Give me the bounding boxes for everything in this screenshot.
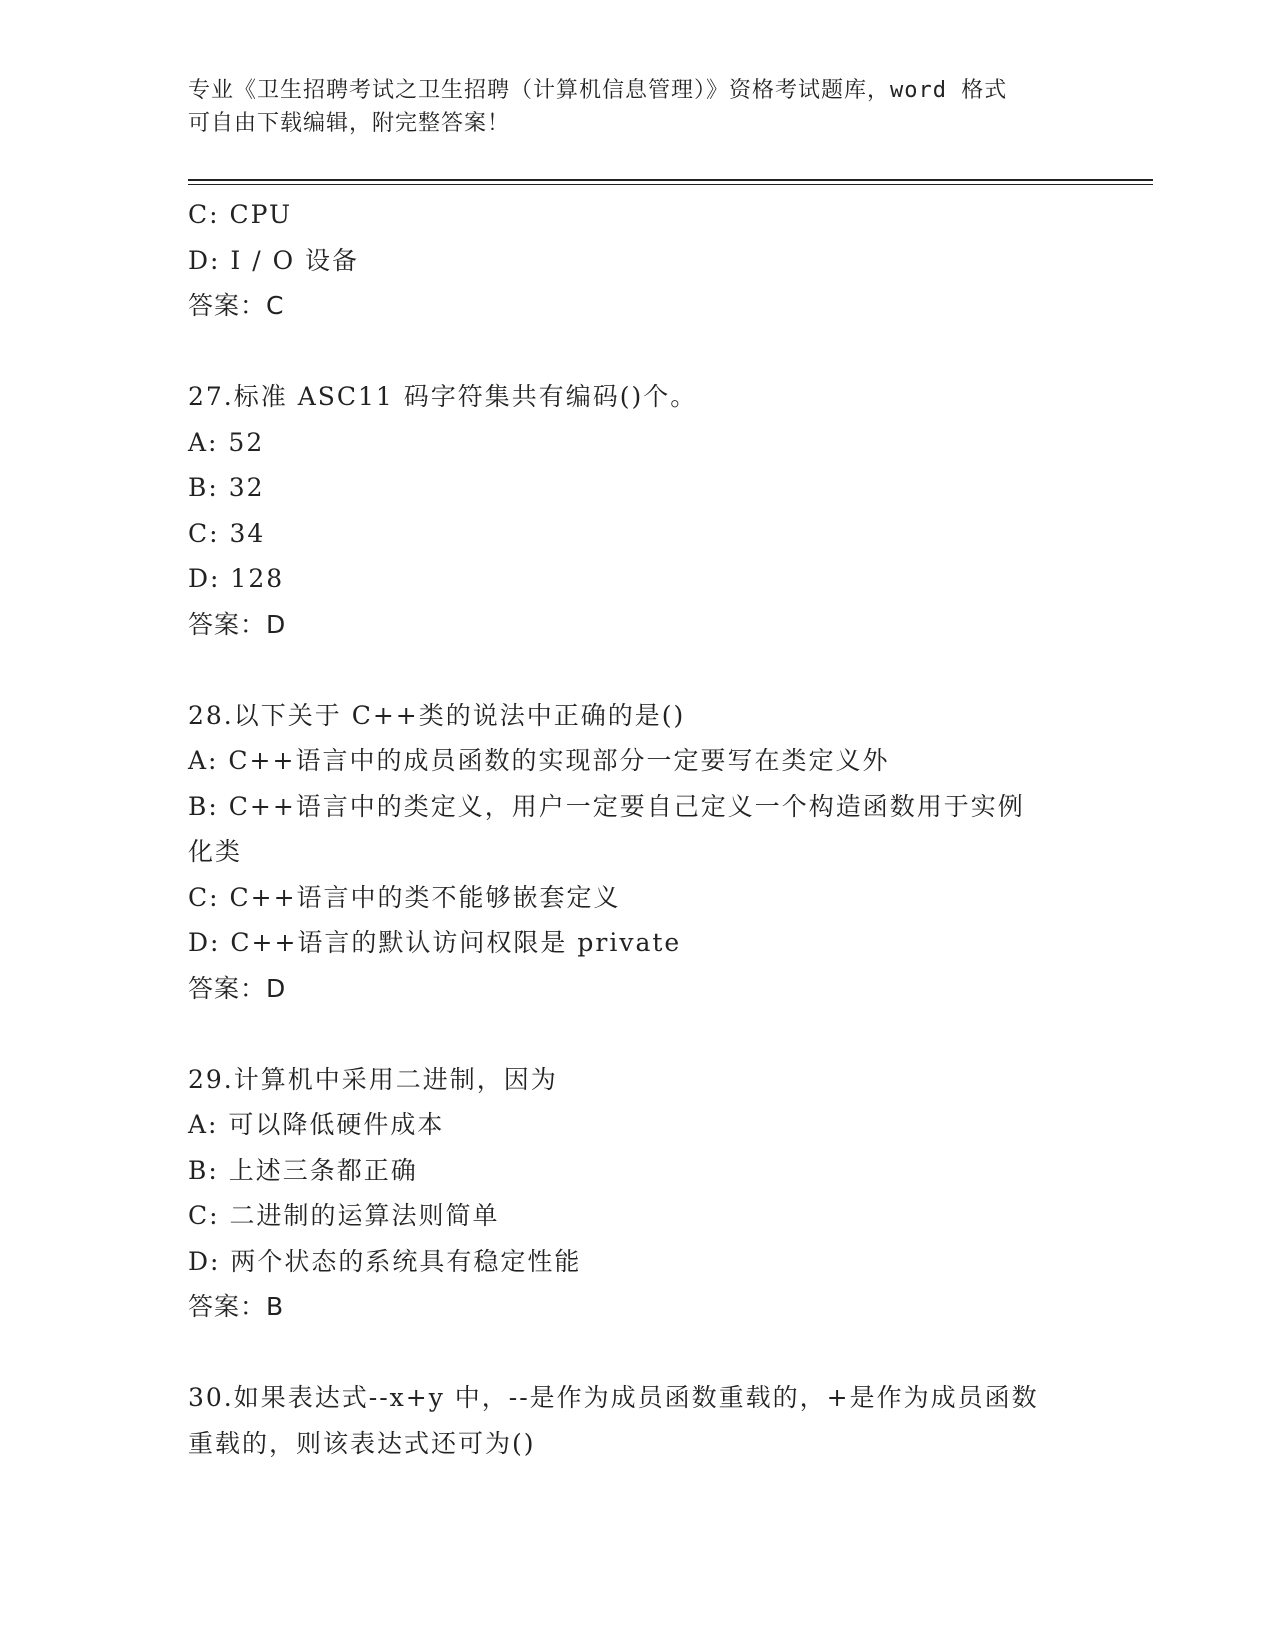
question-30 [188,1375,1088,1466]
question-list [188,192,1088,1466]
option-b: B: 32 [188,473,265,502]
question-text: 28.以下关于 C++类的说法中正确的是() [188,700,686,730]
document-header [188,74,1078,140]
header-line-1: 专业《卫生招聘考试之卫生招聘（计算机信息管理）》资格考试题库，word 格式 [188,78,1008,103]
question-text: 29.计算机中采用二进制，因为 [188,1064,558,1094]
question-26-tail [188,192,1088,329]
question-text-line-1: 30.如果表达式--x+y 中，--是作为成员函数重载的，+是作为成员函数 [188,1383,1039,1412]
option-a: A: C++语言中的成员函数的实现部分一定要写在类定义外 [188,746,890,775]
option-a: A: 可以降低硬件成本 [188,1110,445,1139]
question-29 [188,1057,1088,1330]
header-divider-thin [188,184,1153,185]
header-line-2: 可自由下载编辑，附完整答案！ [188,111,511,136]
option-b: B: 上述三条都正确 [188,1155,418,1185]
spacer [188,1330,1088,1376]
spacer [188,1011,1088,1057]
answer: 答案：C [188,291,285,320]
answer: 答案：B [188,1292,285,1321]
option-d: D: 128 [188,564,285,593]
option-d: D: C++语言的默认访问权限是 private [188,928,682,957]
answer: 答案：D [188,973,287,1003]
answer: 答案：D [188,609,287,639]
question-text: 27.标准 ASC11 码字符集共有编码()个。 [188,382,698,411]
option-d: D: I / O 设备 [188,245,360,275]
option-b-line-1: B: C++语言中的类定义，用户一定要自己定义一个构造函数用于实例 [188,791,1025,821]
question-28 [188,693,1088,1012]
spacer [188,329,1088,375]
option-b-line-2: 化类 [188,837,243,866]
option-c: C: C++语言中的类不能够嵌套定义 [188,882,621,912]
question-text-line-2: 重载的，则该表达式还可为() [188,1428,536,1458]
option-c: C: 二进制的运算法则简单 [188,1201,500,1230]
spacer [188,647,1088,693]
option-c: C: 34 [188,518,266,548]
option-d: D: 两个状态的系统具有稳定性能 [188,1246,582,1276]
header-divider-thick [188,179,1153,181]
option-a: A: 52 [188,427,265,457]
option-c: C: CPU [188,200,293,229]
question-27 [188,374,1088,647]
